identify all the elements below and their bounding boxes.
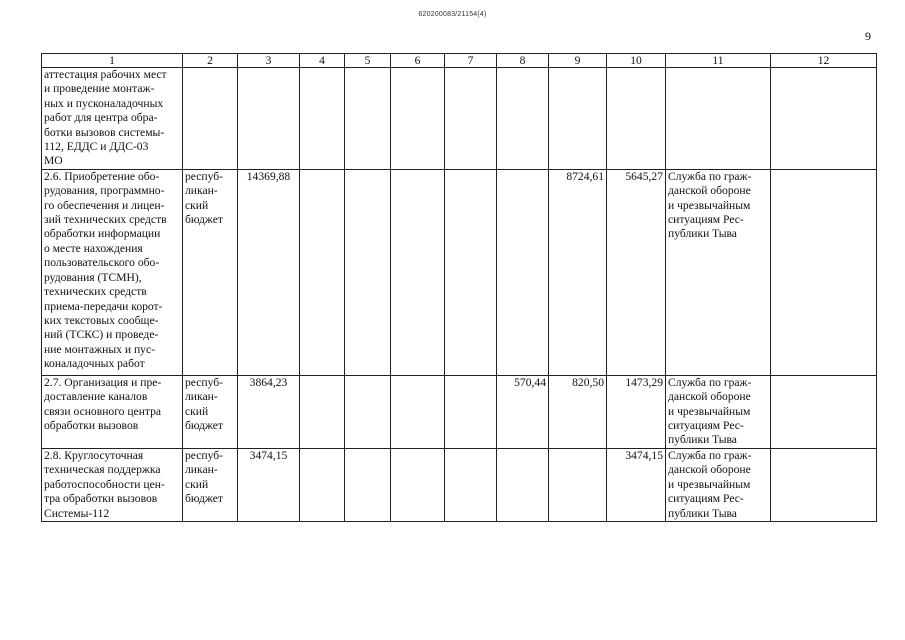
year-amount-cell: 1473,29 [607,375,666,448]
year-amount-cell [391,68,445,170]
column-header-7: 7 [445,54,497,68]
funding-source-cell-line: бюджет [185,213,223,227]
funding-source-cell [183,68,238,170]
activity-name-cell-line: работоспособности цен- [44,477,165,491]
activity-name-cell-line: рудования, программно- [44,184,165,198]
activity-name-cell-line: о месте нахождения [44,241,143,255]
year-amount-cell [300,448,345,521]
activity-name-cell-line: коналадочных работ [44,357,145,371]
column-number-row [42,54,877,68]
year-amount-cell [345,448,391,521]
activity-name-cell-line: зий технических средств [44,213,167,227]
year-amount-cell [391,448,445,521]
year-amount-cell [445,68,497,170]
column-header-5: 5 [345,54,391,68]
year-amount-cell [300,169,345,375]
year-amount-cell [497,169,549,375]
result-cell [771,68,877,170]
year-amount-cell [300,375,345,448]
year-amount-cell [445,448,497,521]
column-header-12: 12 [771,54,877,68]
column-header-10: 10 [607,54,666,68]
activity-name-cell-line: тра обработки вызовов [44,492,158,506]
responsible-executor-cell-line: Служба по граж- [668,448,752,462]
funding-source-cell-line: ский [185,404,209,418]
year-amount-cell [300,68,345,170]
column-header-9: 9 [549,54,607,68]
year-amount-cell [607,68,666,170]
year-amount-cell: 5645,27 [607,169,666,375]
activity-name-cell-line: работ для центра обра- [44,111,158,125]
funding-source-cell-line: респуб- [185,448,223,462]
responsible-executor-cell-line: ситуациям Рес- [668,419,744,433]
total-amount-cell: 3474,15 [238,448,300,521]
responsible-executor-cell [666,375,771,448]
activity-name-cell-line: обработки информации [44,227,161,241]
responsible-executor-cell-line: Служба по граж- [668,169,752,183]
funding-source-cell-line: респуб- [185,375,223,389]
responsible-executor-cell-line: и чрезвычайным [668,198,751,212]
activity-name-cell-line: 2.6. Приобретение обо- [44,169,160,183]
result-cell [771,375,877,448]
result-cell [771,448,877,521]
activity-name-cell-line: МО [44,154,63,168]
responsible-executor-cell-line: публики Тыва [668,227,737,241]
column-header-6: 6 [391,54,445,68]
responsible-executor-cell-line: ситуациям Рес- [668,213,744,227]
column-header-4: 4 [300,54,345,68]
column-header-3: 3 [238,54,300,68]
year-amount-cell: 570,44 [497,375,549,448]
responsible-executor-cell-line: данской обороне [668,463,751,477]
activity-name-cell-line: рудования (ТСМН), [44,270,142,284]
responsible-executor-cell-line: и чрезвычайным [668,477,751,491]
total-amount-cell [238,68,300,170]
year-amount-cell [345,375,391,448]
column-header-8: 8 [497,54,549,68]
funding-source-cell-line: ликан- [185,390,218,404]
document-code: 620200083/21154(4) [418,11,487,18]
activity-name-cell-line: 2.7. Организация и пре- [44,375,162,389]
funding-source-cell [183,169,238,375]
activity-name-cell-line: доставление каналов [44,390,148,404]
funding-source-cell-line: респуб- [185,169,223,183]
activity-name-cell-line: обработки вызовов [44,419,139,433]
responsible-executor-cell-line: публики Тыва [668,433,737,447]
responsible-executor-cell [666,448,771,521]
responsible-executor-cell-line: публики Тыва [668,506,737,520]
activity-name-cell-line: связи основного центра [44,404,162,418]
activity-name-cell [42,375,183,448]
page-number: 9 [865,29,871,43]
result-cell [771,169,877,375]
plan-table [41,53,877,522]
table-row [42,68,877,170]
year-amount-cell: 820,50 [549,375,607,448]
responsible-executor-cell-line: и чрезвычайным [668,404,751,418]
activity-name-cell-line: ких текстовых сообще- [44,313,159,327]
activity-name-cell-line: ботки вызовов системы- [44,125,165,139]
responsible-executor-cell [666,169,771,375]
activity-name-cell [42,448,183,521]
activity-name-cell-line: 112, ЕДДС и ДДС-03 [44,140,149,154]
year-amount-cell [391,169,445,375]
activity-name-cell-line: ний (ТСКС) и проведе- [44,328,159,342]
year-amount-cell [549,448,607,521]
activity-name-cell-line: пользовательского обо- [44,256,160,270]
funding-source-cell-line: ский [185,477,209,491]
year-amount-cell: 3474,15 [607,448,666,521]
year-amount-cell [445,169,497,375]
responsible-executor-cell [666,68,771,170]
total-amount-cell: 3864,23 [238,375,300,448]
funding-source-cell [183,448,238,521]
activity-name-cell-line: техническая поддержка [44,463,161,477]
funding-source-cell-line: бюджет [185,419,223,433]
activity-name-cell-line: аттестация рабочих мест [44,68,167,81]
funding-source-cell-line: ский [185,198,209,212]
table-row [42,375,877,448]
funding-source-cell-line: бюджет [185,492,223,506]
activity-name-cell [42,169,183,375]
year-amount-cell: 8724,61 [549,169,607,375]
activity-name-cell-line: приема-передачи корот- [44,299,163,313]
activity-name-cell [42,68,183,170]
activity-name-cell-line: го обеспечения и лицен- [44,198,165,212]
responsible-executor-cell-line: Служба по граж- [668,375,752,389]
year-amount-cell [497,68,549,170]
funding-source-cell-line: ликан- [185,463,218,477]
activity-name-cell-line: технических средств [44,285,147,299]
responsible-executor-cell-line: ситуациям Рес- [668,492,744,506]
year-amount-cell [345,68,391,170]
total-amount-cell: 14369,88 [238,169,300,375]
activity-name-cell-line: и проведение монтаж- [44,82,155,96]
activity-name-cell-line: ние монтажных и пус- [44,342,155,356]
year-amount-cell [445,375,497,448]
table-header [42,54,877,68]
activity-name-cell-line: ных и пусконаладочных [44,96,164,110]
funding-source-cell [183,375,238,448]
activity-name-cell-line: 2.8. Круглосуточная [44,448,144,462]
responsible-executor-cell-line: данской обороне [668,390,751,404]
column-header-2: 2 [183,54,238,68]
column-header-1: 1 [42,54,183,68]
year-amount-cell [345,169,391,375]
table-body [42,68,877,522]
table-row [42,169,877,375]
table-row [42,448,877,521]
funding-source-cell-line: ликан- [185,184,218,198]
year-amount-cell [497,448,549,521]
year-amount-cell [549,68,607,170]
column-header-11: 11 [666,54,771,68]
responsible-executor-cell-line: данской обороне [668,184,751,198]
year-amount-cell [391,375,445,448]
activity-name-cell-line: Системы-112 [44,506,110,520]
